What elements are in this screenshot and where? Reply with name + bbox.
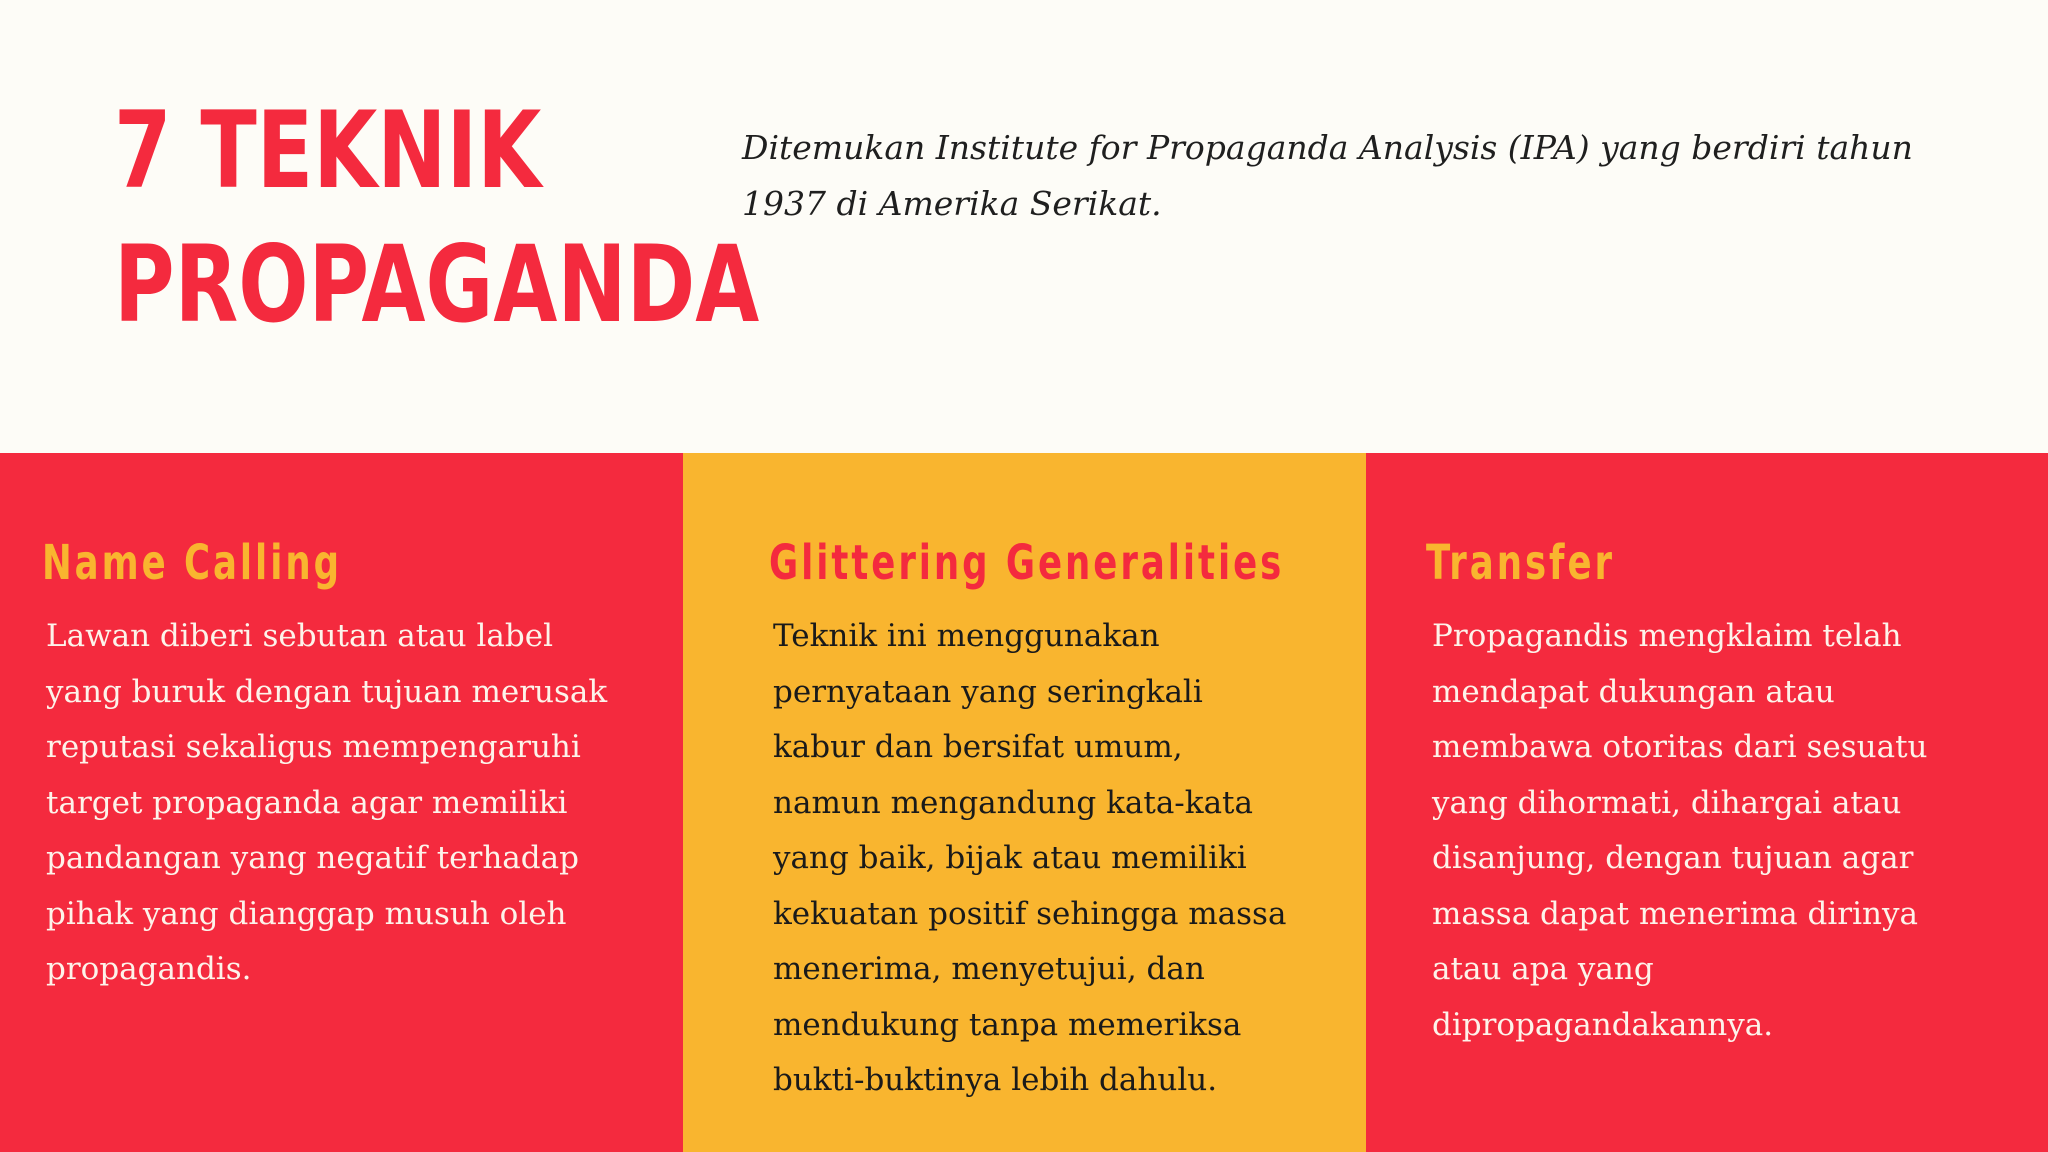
technique-heading: Glittering Generalities xyxy=(769,535,1285,591)
technique-heading: Name Calling xyxy=(42,535,342,591)
technique-description: Teknik ini menggunakan pernyataan yang seringkali kabur dan bersifat umum, namun mengandung kata-kata yang baik, bijak atau memiliki kekuatan positif sehingga massa menerima, menyetujui, dan mendukung tanpa memeriksa bukti-buktinya lebih dahulu. xyxy=(773,618,1287,1098)
technique-panel-transfer xyxy=(1366,453,2048,1152)
technique-panel-name-calling xyxy=(0,453,683,1152)
header-section xyxy=(0,0,2048,453)
technique-panel-glittering-generalities xyxy=(683,453,1366,1152)
title-line-2: PROPAGANDA xyxy=(114,223,760,346)
technique-heading: Transfer xyxy=(1426,535,1615,591)
technique-description: Propagandis mengklaim telah mendapat dukungan atau membawa otoritas dari sesuatu yang dihormati, dihargai atau disanjung, dengan tujuan agar massa dapat menerima dirinya atau apa yang dipropagandakannya. xyxy=(1432,618,1928,1043)
title-line-1: 7 TEKNIK xyxy=(114,89,542,212)
page-title xyxy=(114,84,760,352)
technique-description: Lawan diberi sebutan atau label yang buruk dengan tujuan merusak reputasi sekaligus mempengaruhi target propaganda agar memiliki pandangan yang negatif terhadap pihak yang dianggap musuh oleh propagandis. xyxy=(46,618,608,987)
intro-text: Ditemukan Institute for Propaganda Analysis (IPA) yang berdiri tahun 1937 di Amerika Serikat. xyxy=(742,128,1913,223)
